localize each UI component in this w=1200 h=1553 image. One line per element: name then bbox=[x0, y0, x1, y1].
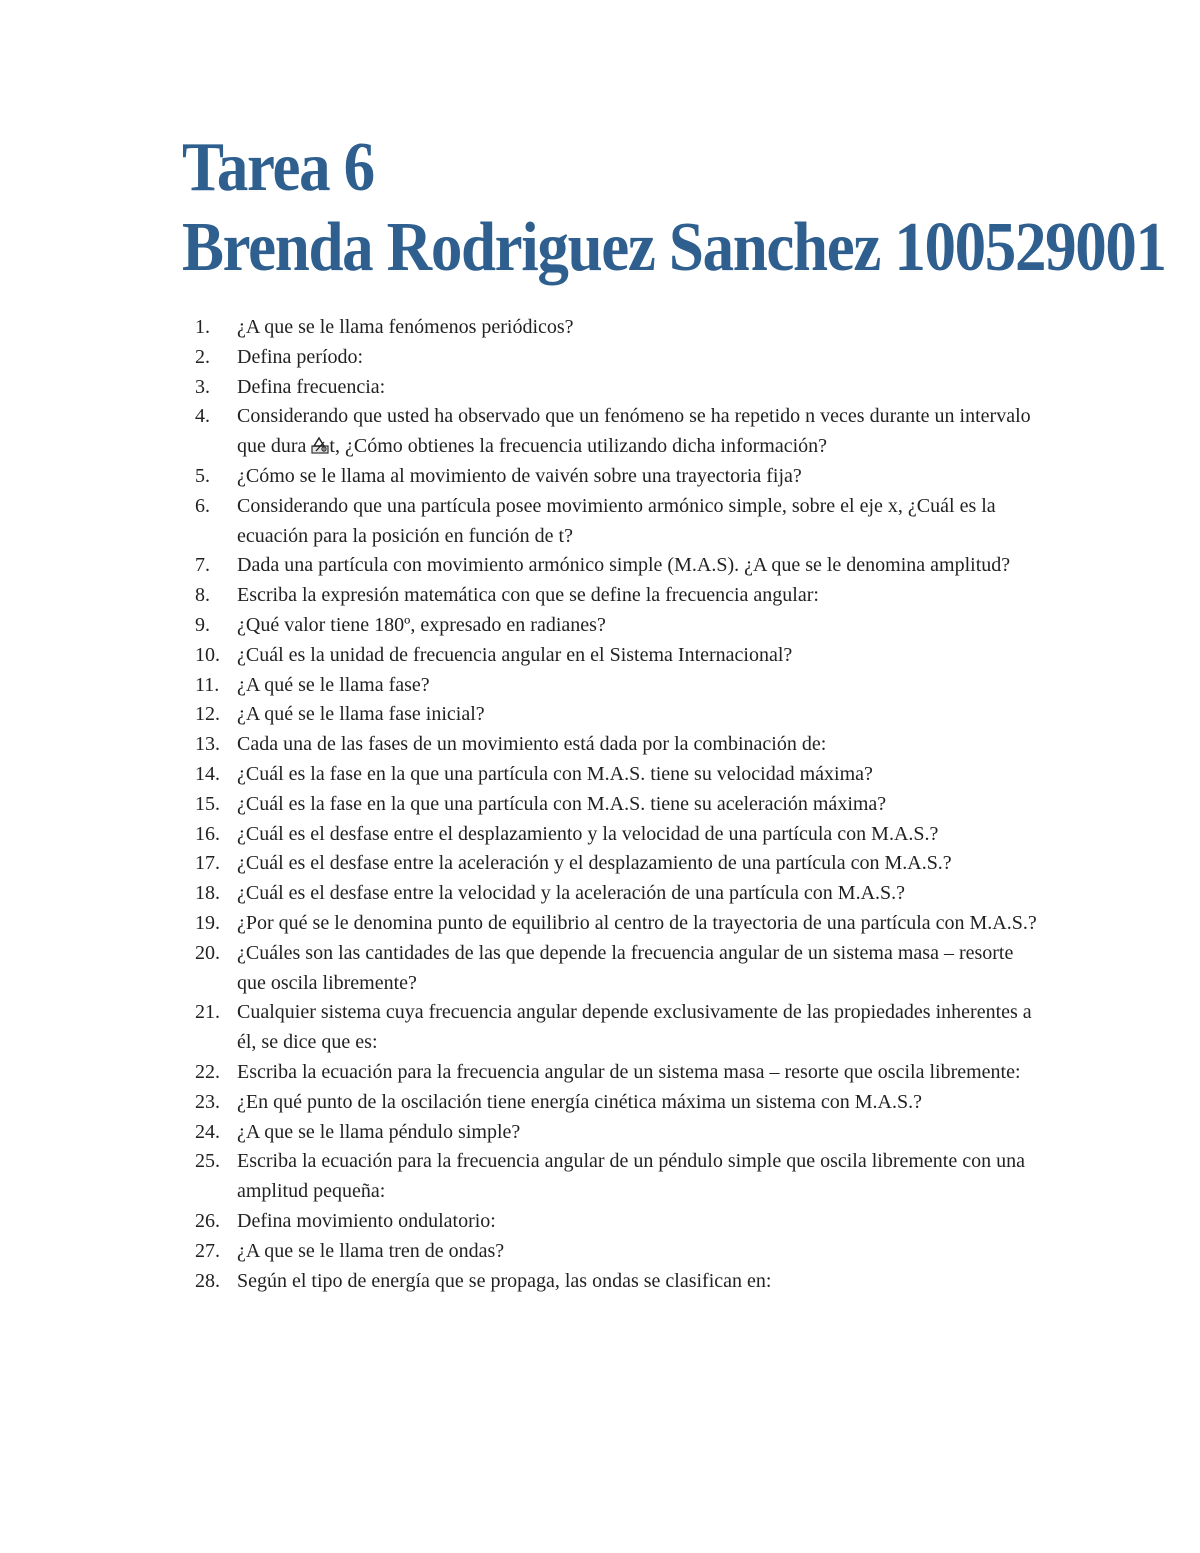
list-item bbox=[195, 1207, 1045, 1237]
list-item bbox=[195, 611, 1045, 641]
question-text: ¿Cómo se le llama al movimiento de vaivén sobre una trayectoria fija? bbox=[237, 464, 802, 487]
list-item bbox=[195, 402, 1045, 462]
question-text: Defina período: bbox=[237, 345, 364, 368]
question-number: 1. bbox=[195, 316, 210, 338]
list-item bbox=[195, 671, 1045, 701]
question-number: 2. bbox=[195, 345, 210, 368]
title-block bbox=[182, 128, 1172, 288]
list-item bbox=[195, 313, 1045, 343]
list-item bbox=[195, 1267, 1045, 1297]
question-number: 6. bbox=[195, 494, 210, 517]
question-number: 24. bbox=[195, 1120, 220, 1143]
question-text: Considerando que una partícula posee movimiento armónico simple, sobre el eje x, ¿Cuál es la ecuación para la posición en función de t? bbox=[237, 494, 996, 547]
question-text-after: t, ¿Cómo obtienes la frecuencia utilizando dicha información? bbox=[329, 435, 828, 458]
question-text: ¿Cuáles son las cantidades de las que depende la frecuencia angular de un sistema masa – resorte que oscila libremente? bbox=[237, 941, 1014, 994]
list-item bbox=[195, 641, 1045, 671]
list-item bbox=[195, 1237, 1045, 1267]
list-item bbox=[195, 492, 1045, 552]
question-text: ¿A qué se le llama fase inicial? bbox=[237, 703, 485, 726]
question-number: 16. bbox=[195, 822, 220, 845]
list-item bbox=[195, 373, 1045, 403]
list-item bbox=[195, 343, 1045, 373]
question-text: ¿Cuál es el desfase entre la velocidad y la aceleración de una partícula con M.A.S.? bbox=[237, 882, 906, 905]
list-item bbox=[195, 998, 1045, 1058]
question-number: 15. bbox=[195, 792, 220, 815]
list-item bbox=[195, 1147, 1045, 1207]
question-text: Escriba la expresión matemática con que se define la frecuencia angular: bbox=[237, 584, 819, 607]
list-item bbox=[195, 849, 1045, 879]
question-text: ¿Por qué se le denomina punto de equilibrio al centro de la trayectoria de una partícula con M.A.S.? bbox=[237, 911, 1037, 934]
question-number: 20. bbox=[195, 941, 220, 964]
question-number: 13. bbox=[195, 733, 220, 756]
question-text: Dada una partícula con movimiento armónico simple (M.A.S). ¿A que se le denomina amplitud? bbox=[237, 554, 1011, 577]
list-item bbox=[195, 551, 1045, 581]
question-text: ¿A que se le llama fenómenos periódicos? bbox=[237, 316, 574, 338]
page-title: Tarea 6 bbox=[182, 129, 374, 206]
list-item bbox=[195, 700, 1045, 730]
question-number: 23. bbox=[195, 1090, 220, 1113]
question-number: 22. bbox=[195, 1060, 220, 1083]
question-number: 26. bbox=[195, 1209, 220, 1232]
question-number: 14. bbox=[195, 762, 220, 785]
question-text: ¿Cuál es el desfase entre el desplazamiento y la velocidad de una partícula con M.A.S.? bbox=[237, 822, 939, 845]
list-item bbox=[195, 462, 1045, 492]
list-item bbox=[195, 1088, 1045, 1118]
question-text: ¿Qué valor tiene 180º, expresado en radianes? bbox=[237, 613, 606, 636]
question-text: ¿Cuál es la fase en la que una partícula con M.A.S. tiene su aceleración máxima? bbox=[237, 792, 887, 815]
question-number: 19. bbox=[195, 911, 220, 934]
question-number: 12. bbox=[195, 703, 220, 726]
question-text: Cada una de las fases de un movimiento está dada por la combinación de: bbox=[237, 733, 827, 756]
question-number: 28. bbox=[195, 1269, 220, 1292]
question-text: Cualquier sistema cuya frecuencia angular depende exclusivamente de las propiedades inherentes a él, se dice que es: bbox=[237, 1001, 1032, 1054]
list-item bbox=[195, 939, 1045, 999]
question-number: 11. bbox=[195, 673, 220, 696]
list-item bbox=[195, 1058, 1045, 1088]
question-text-before: Considerando que usted ha observado que un fenómeno se ha repetido n veces durante un intervalo que dura bbox=[237, 405, 1031, 458]
list-item bbox=[195, 730, 1045, 760]
question-number: 7. bbox=[195, 554, 210, 577]
question-text: Escriba la ecuación para la frecuencia angular de un sistema masa – resorte que oscila libremente: bbox=[237, 1060, 1021, 1083]
question-text: ¿Cuál es el desfase entre la aceleración y el desplazamiento de una partícula con M.A.S.? bbox=[237, 852, 952, 875]
list-item bbox=[195, 581, 1045, 611]
question-text: Defina frecuencia: bbox=[237, 375, 386, 398]
question-number: 17. bbox=[195, 852, 220, 875]
question-text: Escriba la ecuación para la frecuencia angular de un péndulo simple que oscila libremente con una amplitud pequeña: bbox=[237, 1150, 1025, 1203]
equation-placeholder-icon bbox=[311, 434, 329, 452]
question-number: 25. bbox=[195, 1150, 220, 1173]
question-number: 27. bbox=[195, 1239, 220, 1262]
question-number: 4. bbox=[195, 405, 210, 428]
question-number: 3. bbox=[195, 375, 210, 398]
question-text: ¿A qué se le llama fase? bbox=[237, 673, 430, 696]
list-item bbox=[195, 1118, 1045, 1148]
author-line: Brenda Rodriguez Sanchez 100529001 bbox=[182, 209, 1166, 286]
list-item bbox=[195, 820, 1045, 850]
question-number: 10. bbox=[195, 643, 220, 666]
question-text: ¿Cuál es la unidad de frecuencia angular en el Sistema Internacional? bbox=[237, 643, 793, 666]
list-item bbox=[195, 790, 1045, 820]
question-number: 9. bbox=[195, 613, 210, 636]
question-number: 8. bbox=[195, 584, 210, 607]
question-text: ¿En qué punto de la oscilación tiene energía cinética máxima un sistema con M.A.S.? bbox=[237, 1090, 922, 1113]
question-text: ¿Cuál es la fase en la que una partícula con M.A.S. tiene su velocidad máxima? bbox=[237, 762, 873, 785]
question-text: Defina movimiento ondulatorio: bbox=[237, 1209, 496, 1232]
question-text: Según el tipo de energía que se propaga, las ondas se clasifican en: bbox=[237, 1269, 772, 1292]
list-item bbox=[195, 909, 1045, 939]
list-item bbox=[195, 760, 1045, 790]
question-number: 18. bbox=[195, 882, 220, 905]
question-list bbox=[195, 313, 1045, 1296]
list-item bbox=[195, 879, 1045, 909]
question-text: ¿A que se le llama péndulo simple? bbox=[237, 1120, 521, 1143]
question-text bbox=[237, 402, 1045, 462]
question-number: 21. bbox=[195, 1001, 220, 1024]
question-text: ¿A que se le llama tren de ondas? bbox=[237, 1239, 505, 1262]
question-number: 5. bbox=[195, 464, 210, 487]
